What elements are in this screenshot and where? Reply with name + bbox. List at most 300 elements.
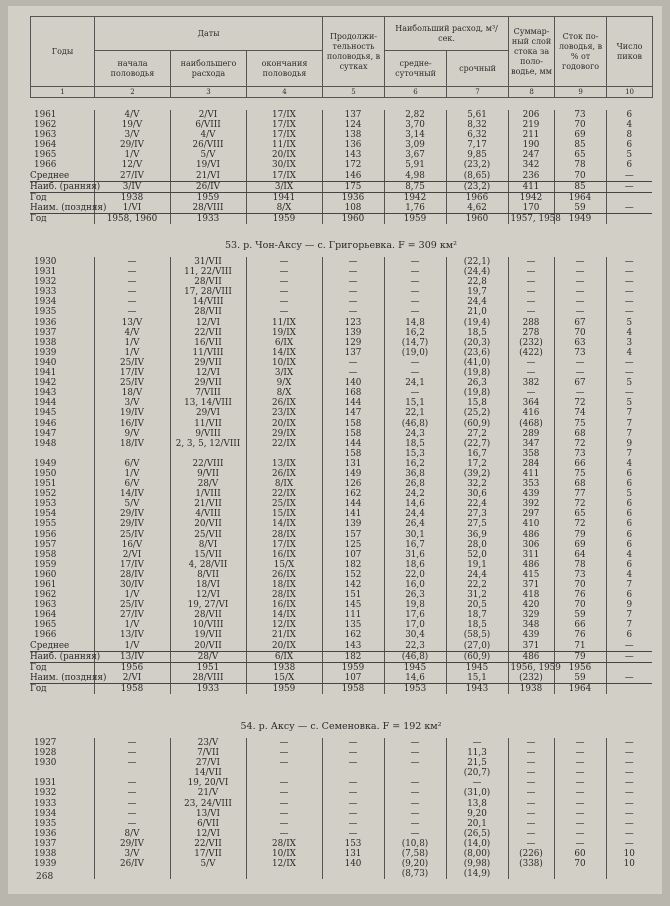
table-cell: — <box>554 287 606 297</box>
table-row <box>30 499 652 509</box>
table-cell: 1939 <box>34 859 57 870</box>
table-cell: 1956 <box>94 662 170 673</box>
table-cell: 139 <box>322 519 384 529</box>
table-cell: (14,0) <box>446 839 508 849</box>
table-row <box>30 859 652 869</box>
table-cell: 28/IX <box>246 530 322 540</box>
table-cell: — <box>446 738 508 748</box>
table-cell: 126 <box>322 479 384 489</box>
table-cell: 23, 24/VIII <box>170 799 246 809</box>
table-cell: 4/VIII <box>170 509 246 519</box>
table-cell: 17/IV <box>94 368 170 378</box>
table-cell: 18/IX <box>246 580 322 590</box>
table-cell: 1962 <box>34 590 57 601</box>
table-cell: — <box>606 673 652 684</box>
table-cell: 1,76 <box>384 203 446 214</box>
table-cell: 14,6 <box>384 499 446 509</box>
table-cell: 1951 <box>34 479 57 490</box>
table-cell: — <box>384 388 446 398</box>
table-cell: 59 <box>554 673 606 684</box>
table-cell: 219 <box>508 120 554 130</box>
table-cell: 1934 <box>34 808 57 819</box>
table-cell: (60,9) <box>446 419 508 429</box>
table-cell: 11/IX <box>246 318 322 328</box>
table-cell: 137 <box>322 348 384 358</box>
data-table-2 <box>30 738 652 879</box>
table-cell: 486 <box>508 651 554 662</box>
table-cell: 19, 20/VI <box>170 778 246 788</box>
table-cell: (9,98) <box>446 859 508 869</box>
table-cell: 22,8 <box>446 277 508 287</box>
table-row <box>30 570 652 580</box>
table-cell <box>170 869 246 879</box>
table-row <box>30 620 652 630</box>
table-cell: 4 <box>606 550 652 560</box>
data-table-0 <box>30 110 652 224</box>
table-cell: (22,1) <box>446 257 508 267</box>
table-cell: 3,14 <box>384 130 446 140</box>
table-cell: 1959 <box>246 213 322 224</box>
table-cell: 7 <box>606 449 652 459</box>
table-cell <box>606 662 652 673</box>
table-cell: 85 <box>554 181 606 192</box>
table-cell: 14,6 <box>384 673 446 684</box>
table-cell: 21/VI <box>170 171 246 182</box>
table-cell: 14/VIII <box>170 297 246 307</box>
col-number: 4 <box>247 87 323 98</box>
table-cell: 107 <box>322 673 384 684</box>
table-row <box>30 203 652 214</box>
table-cell: 8/VII <box>170 570 246 580</box>
table-cell: — <box>606 799 652 809</box>
book-page <box>8 6 662 894</box>
table-row <box>30 297 652 307</box>
table-cell: 3/V <box>94 398 170 408</box>
table-row <box>30 120 652 130</box>
table-cell: — <box>508 809 554 819</box>
table-cell: 7 <box>606 610 652 620</box>
table-cell: 10 <box>606 849 652 859</box>
table-cell: 17/IX <box>246 130 322 140</box>
table-cell: 59 <box>554 610 606 620</box>
table-cell: 1938 <box>94 192 170 203</box>
table-row <box>30 449 652 459</box>
table-row <box>30 408 652 418</box>
table-cell: 7,17 <box>446 140 508 150</box>
table-cell: 1950 <box>34 468 57 479</box>
table-cell: — <box>554 277 606 287</box>
table-cell: 25/IV <box>94 358 170 368</box>
table-row <box>30 150 652 160</box>
table-cell: 420 <box>508 600 554 610</box>
table-cell <box>508 869 554 879</box>
table-cell: 70 <box>554 171 606 182</box>
table-cell: — <box>246 778 322 788</box>
table-row <box>30 829 652 839</box>
table-cell: 135 <box>322 620 384 630</box>
table-cell: 22/IX <box>246 489 322 499</box>
table-cell <box>606 213 652 224</box>
table-cell <box>170 449 246 459</box>
header-years: Годы <box>31 17 95 87</box>
table-cell: — <box>322 758 384 768</box>
table-cell: (9,20) <box>384 859 446 869</box>
table-cell: 16,0 <box>384 580 446 590</box>
table-cell: 5 <box>606 489 652 499</box>
table-cell: 8 <box>606 130 652 140</box>
table-cell: 21,5 <box>446 758 508 768</box>
table-cell: 1945 <box>34 408 57 419</box>
table-cell: (7,58) <box>384 849 446 859</box>
table-cell: — <box>94 799 170 809</box>
table-cell: 3/IX <box>246 368 322 378</box>
table-cell: — <box>508 368 554 378</box>
table-cell: 486 <box>508 530 554 540</box>
table-cell: (27,0) <box>446 641 508 652</box>
col-number: 10 <box>607 87 653 98</box>
table-cell: 15,1 <box>446 673 508 684</box>
table-cell: 69 <box>554 540 606 550</box>
table-cell: — <box>384 297 446 307</box>
table-row <box>30 439 652 449</box>
table-cell: — <box>554 358 606 368</box>
table-row <box>30 130 652 140</box>
table-cell: — <box>554 267 606 277</box>
table-cell: — <box>246 758 322 768</box>
table-cell: 8,75 <box>384 181 446 192</box>
table-cell: 20/VII <box>170 641 246 652</box>
table-cell: 16/IX <box>246 550 322 560</box>
header-duration: Продолжи-тельность половодья, в сутках <box>323 17 385 87</box>
table-cell: — <box>606 171 652 182</box>
table-cell: — <box>554 307 606 317</box>
table-cell: 1961 <box>34 580 57 590</box>
table-cell: 6 <box>606 630 652 640</box>
table-cell: 1942 <box>384 192 446 203</box>
table-cell: 15,3 <box>384 449 446 459</box>
table-cell: 149 <box>322 469 384 479</box>
table-cell: Год <box>30 192 47 203</box>
table-row <box>30 267 652 277</box>
table-cell: Наиб. (ранняя) <box>30 651 101 662</box>
table-cell: (23,2) <box>446 160 508 170</box>
table-cell: 6 <box>606 509 652 519</box>
table-cell: 1936 <box>322 192 384 203</box>
table-cell: 6 <box>606 519 652 529</box>
table-cell: 1934 <box>34 297 57 308</box>
table-cell: 1958 <box>34 549 57 560</box>
table-cell: 26,8 <box>384 479 446 489</box>
table-cell: 1/V <box>94 641 170 652</box>
table-row <box>30 651 652 662</box>
header-share: Сток по-ловодья, в % от годового <box>555 17 607 87</box>
table-cell: (19,0) <box>384 348 446 358</box>
table-cell: 1949 <box>554 213 606 224</box>
table-cell: 4 <box>606 570 652 580</box>
table-cell: 3,09 <box>384 140 446 150</box>
table-cell: — <box>322 307 384 317</box>
table-cell: — <box>554 297 606 307</box>
table-cell: — <box>606 651 652 662</box>
table-cell: 12/VI <box>170 829 246 839</box>
table-cell: 1942 <box>508 192 554 203</box>
header-date-start: начала половодья <box>95 51 171 87</box>
table-cell: 1953 <box>34 499 57 510</box>
table-cell: 6,32 <box>446 130 508 140</box>
table-cell: 28/IX <box>246 839 322 849</box>
table-cell: (226) <box>508 849 554 859</box>
table-cell: 76 <box>554 590 606 600</box>
table-cell: — <box>554 368 606 378</box>
table-cell: 22,2 <box>446 580 508 590</box>
table-cell: 1933 <box>34 798 57 809</box>
table-cell: 68 <box>554 479 606 489</box>
table-cell: 4 <box>606 348 652 358</box>
table-cell: 11, 22/VIII <box>170 267 246 277</box>
table-cell: 22/VII <box>170 839 246 849</box>
table-cell: 78 <box>554 160 606 170</box>
table-row <box>30 540 652 550</box>
table-cell: 371 <box>508 580 554 590</box>
table-cell: 1/V <box>94 590 170 600</box>
table-cell: — <box>508 358 554 368</box>
table-cell: 21/IX <box>246 630 322 640</box>
table-row <box>30 318 652 328</box>
table-cell: 152 <box>322 570 384 580</box>
table-cell: — <box>554 829 606 839</box>
table-cell: 21/V <box>170 788 246 798</box>
table-cell: 65 <box>554 150 606 160</box>
table-cell: 29/IV <box>94 140 170 150</box>
table-cell: — <box>94 748 170 758</box>
table-row <box>30 768 652 778</box>
table-cell: 14/IX <box>246 519 322 529</box>
table-cell: — <box>554 778 606 788</box>
table-cell: 1932 <box>34 788 57 799</box>
table-row <box>30 641 652 652</box>
table-cell: 1954 <box>34 509 57 520</box>
table-cell: 18,5 <box>446 328 508 338</box>
table-cell: 79 <box>554 651 606 662</box>
table-cell: 158 <box>322 419 384 429</box>
table-cell: 364 <box>508 398 554 408</box>
table-cell: (26,5) <box>446 829 508 839</box>
table-cell: 1957 <box>34 539 57 550</box>
table-cell: 1960 <box>322 213 384 224</box>
table-cell: 140 <box>322 859 384 869</box>
table-cell: 1/VIII <box>170 489 246 499</box>
table-cell: — <box>384 257 446 267</box>
table-cell: — <box>508 829 554 839</box>
table-cell: 1933 <box>170 683 246 694</box>
table-cell: 9,85 <box>446 150 508 160</box>
table-cell: Год <box>30 662 47 673</box>
table-cell: 1/V <box>94 620 170 630</box>
table-row <box>30 778 652 788</box>
table-cell: 28/VIII <box>170 203 246 214</box>
table-cell: 311 <box>508 550 554 560</box>
table-cell: 16/V <box>94 540 170 550</box>
table-cell: 26/IX <box>246 570 322 580</box>
table-cell: 32,2 <box>446 479 508 489</box>
table-cell: 19, 27/VI <box>170 600 246 610</box>
table-cell: — <box>94 307 170 317</box>
table-cell: 27,2 <box>446 429 508 439</box>
table-cell: 1944 <box>34 398 57 409</box>
table-cell: — <box>322 829 384 839</box>
table-row <box>30 758 652 768</box>
table-cell: 1930 <box>34 257 57 267</box>
table-cell: 17/IX <box>246 110 322 120</box>
table-cell: 60 <box>554 849 606 859</box>
table-cell: 410 <box>508 519 554 529</box>
table-cell: — <box>322 748 384 758</box>
table-cell: — <box>606 778 652 788</box>
table-cell: 1936 <box>34 828 57 839</box>
table-cell: 1931 <box>34 267 57 278</box>
table-cell: 2/VI <box>94 673 170 684</box>
section-0 <box>8 110 662 224</box>
table-cell: 26/IX <box>246 469 322 479</box>
table-cell: 10/IX <box>246 849 322 859</box>
table-row <box>30 519 652 529</box>
table-cell: 3/V <box>94 130 170 140</box>
table-cell: — <box>606 388 652 398</box>
table-cell: 1936 <box>34 317 57 328</box>
table-cell: 18/V <box>94 388 170 398</box>
table-row <box>30 662 652 673</box>
table-cell: 29/VII <box>170 378 246 388</box>
table-cell: — <box>606 203 652 214</box>
table-cell: 6/VII <box>170 819 246 829</box>
table-cell: — <box>508 267 554 277</box>
table-cell: 145 <box>322 600 384 610</box>
table-cell: 70 <box>554 120 606 130</box>
table-cell: 1930 <box>34 758 57 769</box>
table-cell: 13,8 <box>446 799 508 809</box>
table-cell: 147 <box>322 408 384 418</box>
table-cell: 28,0 <box>446 540 508 550</box>
table-cell: — <box>94 788 170 798</box>
col-number: 1 <box>31 87 95 98</box>
table-cell: 26/VIII <box>170 140 246 150</box>
table-cell: 348 <box>508 620 554 630</box>
table-cell: — <box>384 748 446 758</box>
table-row <box>30 459 652 469</box>
table-cell: 278 <box>508 328 554 338</box>
table-cell: 30,6 <box>446 489 508 499</box>
col-number: 6 <box>385 87 447 98</box>
table-cell: 2,82 <box>384 110 446 120</box>
table-cell: 141 <box>322 509 384 519</box>
table-cell: 16/VII <box>170 338 246 348</box>
table-cell: (46,8) <box>384 651 446 662</box>
table-cell <box>94 449 170 459</box>
table-cell: — <box>94 257 170 267</box>
table-cell: 19/V <box>94 120 170 130</box>
table-cell: 1956, 1959 <box>508 662 554 673</box>
table-cell: — <box>606 738 652 748</box>
table-cell: 1940 <box>34 357 57 368</box>
table-cell: 26,3 <box>446 378 508 388</box>
table-cell <box>554 869 606 879</box>
table-cell: 8/IX <box>246 479 322 489</box>
table-cell: — <box>384 809 446 819</box>
table-cell: 5/V <box>170 150 246 160</box>
table-cell: 30/IV <box>94 580 170 590</box>
table-cell: 371 <box>508 641 554 652</box>
table-cell: 1947 <box>34 428 57 439</box>
table-cell: 2/VI <box>170 110 246 120</box>
table-cell: 247 <box>508 150 554 160</box>
table-cell: 15,1 <box>384 398 446 408</box>
table-cell: 28/IX <box>246 590 322 600</box>
table-row <box>30 277 652 287</box>
table-cell: 1937 <box>34 327 57 338</box>
col-number: 9 <box>555 87 607 98</box>
table-cell: 1957, 1958 <box>508 213 554 224</box>
table-cell: — <box>322 809 384 819</box>
table-cell: 23/IX <box>246 408 322 418</box>
table-cell: 1956 <box>554 662 606 673</box>
table-cell: — <box>554 758 606 768</box>
table-cell: 19,7 <box>446 287 508 297</box>
table-cell: (468) <box>508 419 554 429</box>
table-cell: 1937 <box>34 838 57 849</box>
table-cell: — <box>508 277 554 287</box>
table-cell: — <box>322 778 384 788</box>
table-cell: (232) <box>508 673 554 684</box>
header-date-max: наибольшего расхода <box>171 51 247 87</box>
table-cell: 16,2 <box>384 328 446 338</box>
table-cell: — <box>508 388 554 398</box>
table-cell: 7 <box>606 429 652 439</box>
table-cell: 140 <box>322 378 384 388</box>
table-cell: 206 <box>508 110 554 120</box>
header-dates: Даты <box>95 17 323 51</box>
table-row <box>30 181 652 192</box>
table-cell: 143 <box>322 641 384 652</box>
table-cell: — <box>606 641 652 652</box>
table-cell: 486 <box>508 560 554 570</box>
table-cell: — <box>554 788 606 798</box>
table-cell: 1959 <box>322 662 384 673</box>
table-cell: — <box>606 788 652 798</box>
table-row <box>30 590 652 600</box>
table-cell: (31,0) <box>446 788 508 798</box>
table-cell: 10/VIII <box>170 620 246 630</box>
table-cell: 1949 <box>34 458 57 469</box>
table-cell: (20,3) <box>446 338 508 348</box>
table-cell: (24,4) <box>446 267 508 277</box>
table-cell: 411 <box>508 181 554 192</box>
table-cell: 16/IV <box>94 419 170 429</box>
table-cell: 158 <box>322 429 384 439</box>
table-cell: 14/IX <box>246 348 322 358</box>
table-cell: — <box>246 738 322 748</box>
section-title: 54. р. Аксу — с. Семеновка. F = 192 км² <box>240 721 442 732</box>
table-cell: — <box>606 748 652 758</box>
table-cell: 7/VIII <box>170 388 246 398</box>
table-cell: 12/VI <box>170 590 246 600</box>
table-cell: 3/IX <box>246 181 322 192</box>
table-cell: 73 <box>554 110 606 120</box>
table-cell: 13/V <box>94 318 170 328</box>
table-cell: 1956 <box>34 529 57 540</box>
table-cell: 7 <box>606 620 652 630</box>
table-cell: 20/IX <box>246 641 322 652</box>
table-cell: — <box>554 257 606 267</box>
